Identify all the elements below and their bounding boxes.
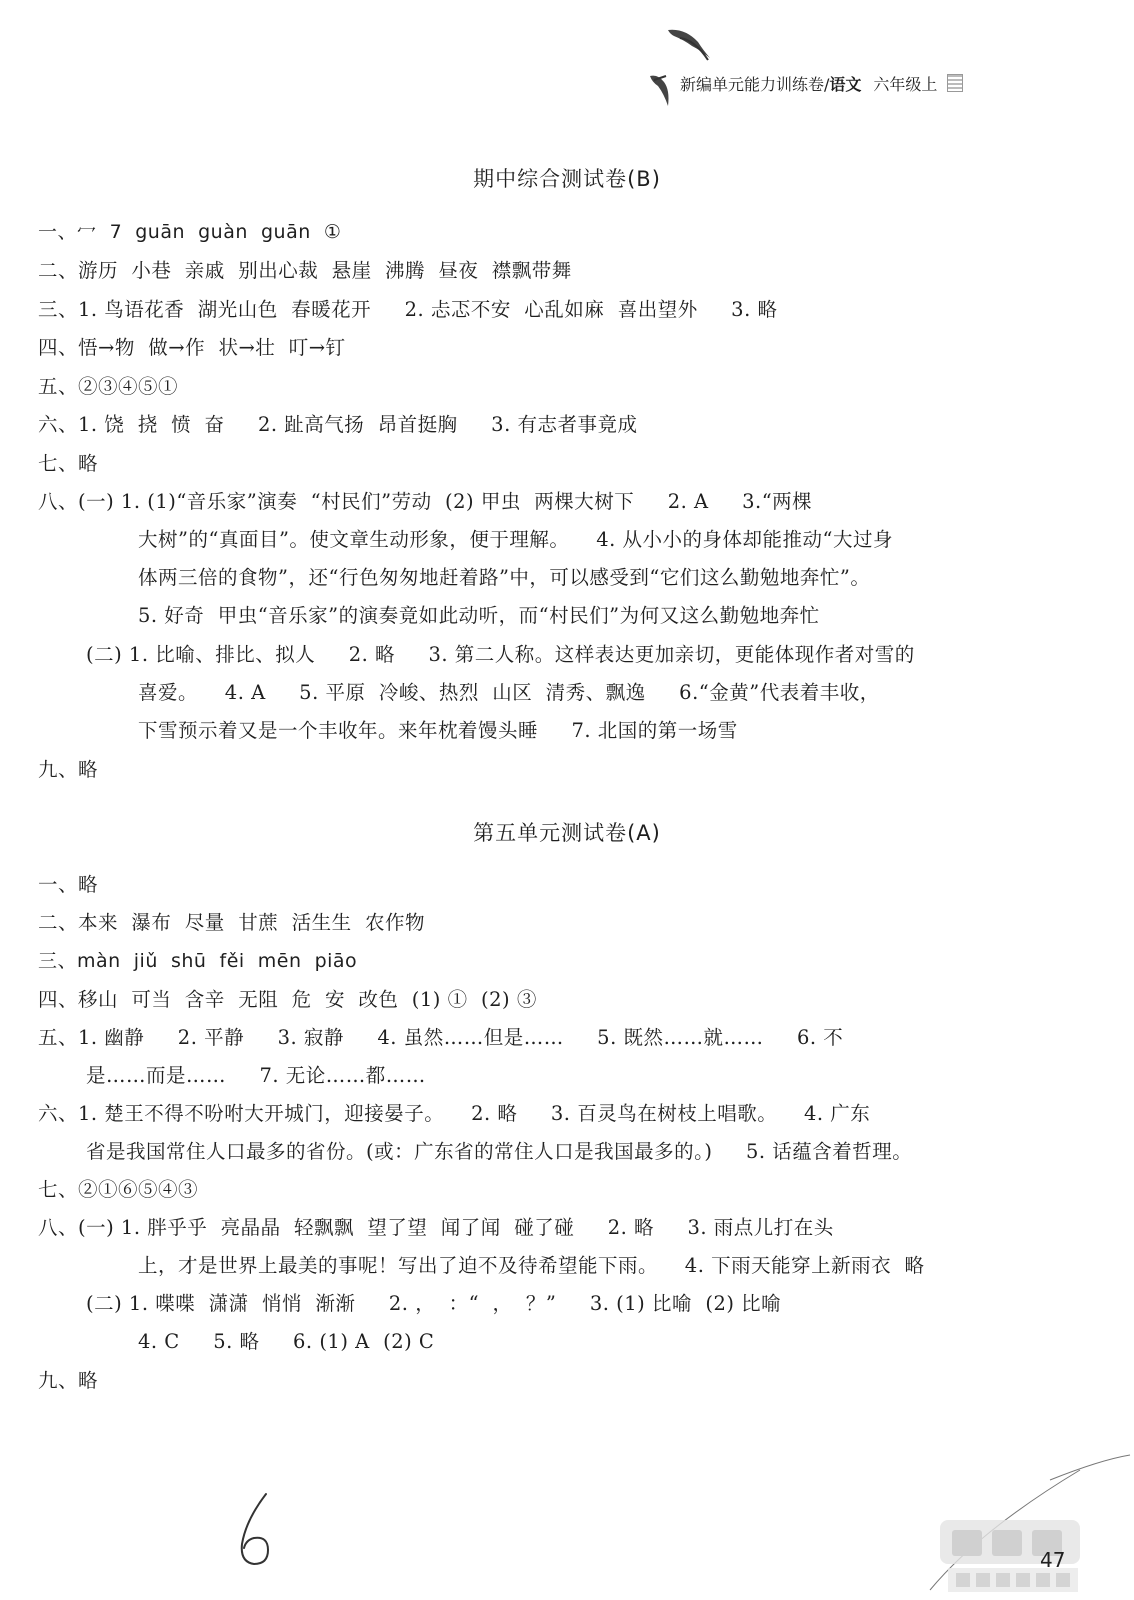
midterm-answer-8-part2: (二) 1. 比喻、排比、拟人 2. 略 3. 第二人称。这样表达更加亲切，更能体现作者对雪的 xyxy=(86,643,915,666)
unit5-answer-8: 八、(一) 1. 胖乎乎 亮晶晶 轻飘飘 望了望 闻了闻 碰了碰 2. 略 3. 雨点儿打在头 xyxy=(38,1216,834,1239)
unit5-answer-7: 七、②①⑥⑤④③ xyxy=(38,1178,199,1201)
unit5-answer-8-cont: 上，才是世界上最美的事呢！写出了迫不及待希望能下雨。 4. 下雨天能穿上新雨衣 略 xyxy=(138,1254,925,1277)
midterm-answer-7: 七、略 xyxy=(38,452,99,475)
header-mark-icon xyxy=(947,74,963,92)
midterm-answer-8-cont-3: 5. 好奇 甲虫“音乐家”的演奏竟如此动听，而“村民们”为何又这么勤勉地奔忙 xyxy=(138,604,820,627)
midterm-answer-4: 四、悟→物 做→作 状→壮 叮→钉 xyxy=(38,336,346,359)
midterm-answer-9: 九、略 xyxy=(38,758,99,781)
midterm-answer-8-cont-2: 体两三倍的食物”，还“行色匆匆地赶着路”中，可以感受到“它们这么勤勉地奔忙”。 xyxy=(138,566,871,589)
unit5-answer-8-part2-cont: 4. C 5. 略 6. (1) A (2) C xyxy=(138,1330,435,1353)
unit5-answer-1: 一、略 xyxy=(38,873,99,896)
grade-label: 六年级上 xyxy=(873,75,938,94)
midterm-answer-8-cont-1: 大树”的“真面目”。使文章生动形象，便于理解。 4. 从小小的身体却能推动“大过身 xyxy=(138,528,893,551)
midterm-answer-8: 八、(一) 1. (1)“音乐家”演奏 “村民们”劳动 (2) 甲虫 两棵大树下 2. A 3.“两棵 xyxy=(38,490,813,513)
unit5-answer-5-cont: 是……而是…… 7. 无论……都…… xyxy=(86,1064,426,1087)
midterm-answer-2: 二、游历 小巷 亲戚 别出心裁 悬崖 沸腾 昼夜 襟飘带舞 xyxy=(38,259,572,282)
unit5-answer-3: 三、màn jiǔ shū fěi mēn piāo xyxy=(38,950,358,972)
midterm-answer-3: 三、1. 鸟语花香 湖光山色 春暖花开 2. 忐忑不安 心乱如麻 喜出望外 3. 略 xyxy=(38,298,778,321)
unit5-answer-2: 二、本来 瀑布 尽量 甘蔗 活生生 农作物 xyxy=(38,911,425,934)
book-title: 新编单元能力训练卷/语文 六年级上 xyxy=(680,72,963,95)
unit5-title: 第五单元测试卷(A) xyxy=(473,821,661,845)
unit5-answer-4: 四、移山 可当 含辛 无阻 危 安 改色 (1) ① (2) ③ xyxy=(38,988,537,1011)
midterm-answer-8-part2-cont-2: 下雪预示着又是一个丰收年。来年枕着馒头睡 7. 北国的第一场雪 xyxy=(138,719,738,742)
midterm-answer-1: 一、冖 7 guān guàn guān ① xyxy=(38,221,342,243)
handwritten-six-icon xyxy=(232,1490,292,1570)
page-number: 47 xyxy=(1040,1548,1066,1572)
midterm-answer-5: 五、②③④⑤① xyxy=(38,375,179,398)
unit5-answer-6-cont: 省是我国常住人口最多的省份。(或：广东省的常住人口是我国最多的。) 5. 话蕴含着哲理。 xyxy=(86,1140,913,1163)
watermark-logo-icon xyxy=(900,1450,1134,1600)
unit5-answer-6: 六、1. 楚王不得不吩咐大开城门，迎接晏子。 2. 略 3. 百灵鸟在树枝上唱歌。 4. 广东 xyxy=(38,1102,871,1125)
midterm-answer-6: 六、1. 饶 挠 愤 奋 2. 趾高气扬 昂首挺胸 3. 有志者事竟成 xyxy=(38,413,638,436)
midterm-title: 期中综合测试卷(B) xyxy=(473,167,661,191)
page-header xyxy=(640,20,1060,120)
unit5-answer-8-part2: (二) 1. 喋喋 潇潇 悄悄 渐渐 2. ， ：“ ， ？” 3. (1) 比喻 (2) 比喻 xyxy=(86,1292,782,1315)
midterm-answer-8-part2-cont-1: 喜爱。 4. A 5. 平原 冷峻、热烈 山区 清秀、飘逸 6.“金黄”代表着丰收， xyxy=(138,681,880,704)
unit5-answer-5: 五、1. 幽静 2. 平静 3. 寂静 4. 虽然……但是…… 5. 既然……就…… 6. 不 xyxy=(38,1026,844,1049)
unit5-answer-9: 九、略 xyxy=(38,1369,99,1392)
bird-logo-icon xyxy=(640,20,730,120)
subject-label: 语文 xyxy=(829,75,862,94)
